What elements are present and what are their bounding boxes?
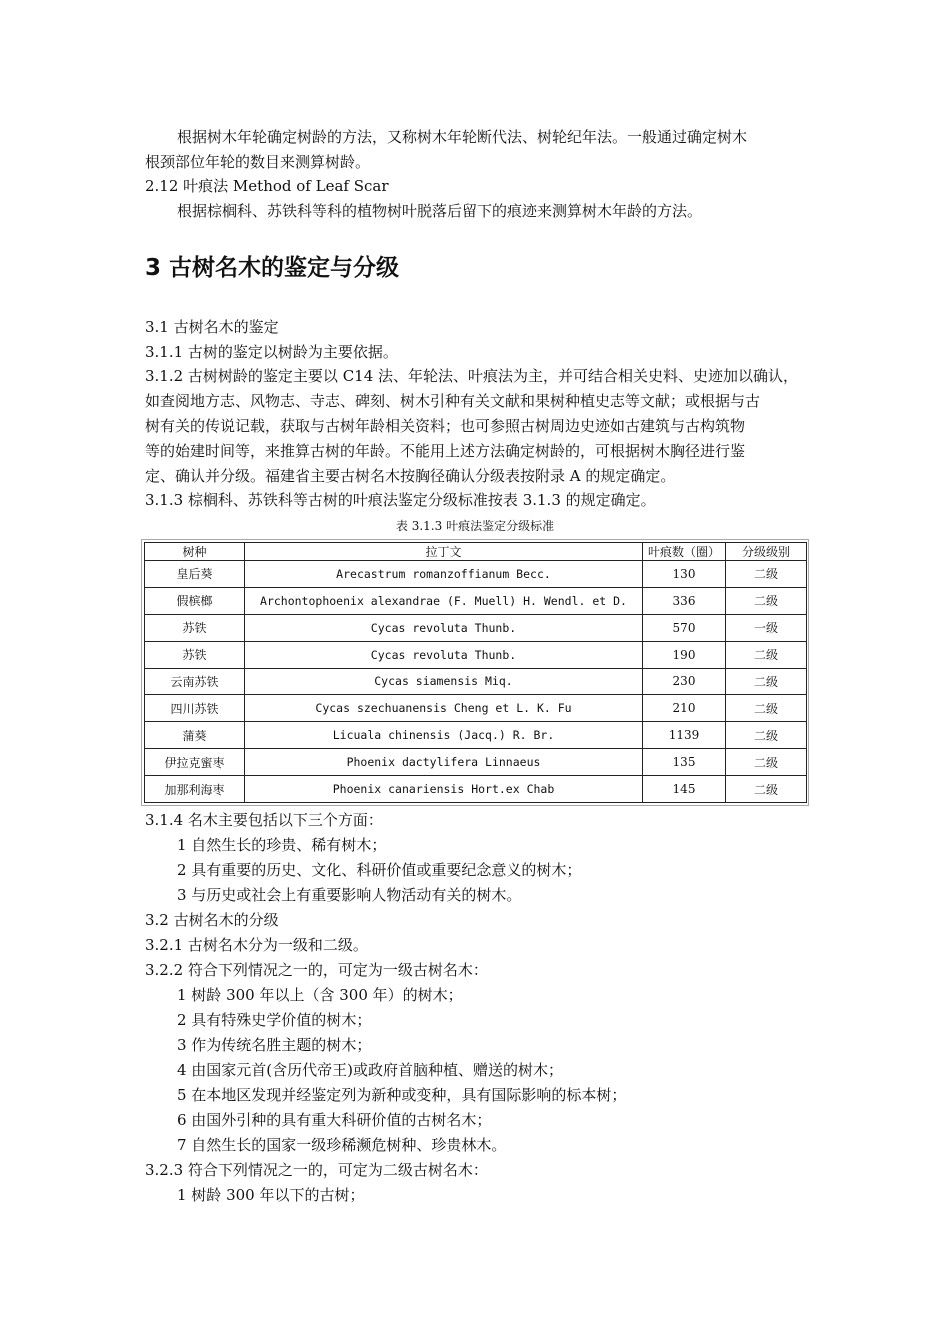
cell-leaf-scar-count: 130	[643, 561, 726, 588]
cell-latin-name: Cycas szechuanensis Cheng et L. K. Fu	[245, 695, 643, 722]
section-3-1-2-line-2: 如查阅地方志、风物志、寺志、碑刻、树木引种有关文献和果树种植史志等文献；或根据与古	[145, 392, 761, 410]
cell-latin-name: Arecastrum romanzoffianum Becc.	[245, 561, 643, 588]
intro-paragraph-line-2: 根颈部位年轮的数目来测算树龄。	[145, 153, 371, 171]
section-3-2-heading: 3.2 古树名木的分级	[145, 911, 279, 929]
section-3-2-2-item-5: 5 在本地区发现并经鉴定列为新种或变种，具有国际影响的标本树；	[177, 1086, 627, 1104]
section-3-1-2-line-3: 树有关的传说记载，获取与古树年龄相关资料；也可参照古树周边史迹如古建筑与古构筑物	[145, 417, 746, 435]
leaf-scar-table	[141, 539, 809, 806]
section-2-12-body: 根据棕榈科、苏铁科等科的植物树叶脱落后留下的痕迹来测算树木年龄的方法。	[177, 202, 703, 220]
section-3-2-2-item-2: 2 具有特殊史学价值的树木；	[177, 1011, 372, 1029]
table-header-row	[145, 543, 807, 561]
section-3-1-1: 3.1.1 古树的鉴定以树龄为主要依据。	[145, 343, 398, 361]
cell-grade: 二级	[726, 722, 807, 749]
cell-leaf-scar-count: 570	[643, 614, 726, 641]
section-3-1-2-line-4: 等的始建时间等，来推算古树的年龄。不能用上述方法确定树龄的，可根据树木胸径进行鉴	[145, 442, 746, 460]
table-row	[145, 749, 807, 776]
table-row	[145, 776, 807, 803]
cell-grade: 一级	[726, 614, 807, 641]
table-row	[145, 561, 807, 588]
section-3-1-4-item-3: 3 与历史或社会上有重要影响人物活动有关的树木。	[177, 886, 522, 904]
cell-species: 苏铁	[145, 614, 245, 641]
cell-leaf-scar-count: 230	[643, 668, 726, 695]
section-3-2-2-item-7: 7 自然生长的国家一级珍稀濒危树种、珍贵林木。	[177, 1136, 507, 1154]
cell-grade: 二级	[726, 776, 807, 803]
cell-grade: 二级	[726, 561, 807, 588]
section-3-1-4-item-2: 2 具有重要的历史、文化、科研价值或重要纪念意义的树木；	[177, 861, 582, 879]
table-row	[145, 668, 807, 695]
cell-latin-name: Phoenix canariensis Hort.ex Chab	[245, 776, 643, 803]
section-3-1-3: 3.1.3 棕榈科、苏铁科等古树的叶痕法鉴定分级标准按表 3.1.3 的规定确定。	[145, 491, 656, 509]
cell-grade: 二级	[726, 695, 807, 722]
section-3-1-4-heading: 3.1.4 名木主要包括以下三个方面：	[145, 811, 383, 829]
table-row	[145, 587, 807, 614]
cell-latin-name: Cycas revoluta Thunb.	[245, 614, 643, 641]
section-3-2-2-item-4: 4 由国家元首(含历代帝王)或政府首脑种植、赠送的树木；	[177, 1061, 564, 1079]
cell-species: 云南苏铁	[145, 668, 245, 695]
cell-species: 假槟榔	[145, 587, 245, 614]
section-3-2-1: 3.2.1 古树名木分为一级和二级。	[145, 936, 368, 954]
table-caption: 表 3.1.3 叶痕法鉴定分级标准	[395, 519, 555, 533]
cell-latin-name: Cycas revoluta Thunb.	[245, 641, 643, 668]
section-2-12-heading: 2.12 叶痕法 Method of Leaf Scar	[145, 177, 389, 195]
section-3-2-2-heading: 3.2.2 符合下列情况之一的，可定为一级古树名木：	[145, 961, 488, 979]
cell-leaf-scar-count: 1139	[643, 722, 726, 749]
cell-grade: 二级	[726, 749, 807, 776]
table-row	[145, 695, 807, 722]
table-row	[145, 641, 807, 668]
header-leaf-scar-count: 叶痕数（圈）	[643, 543, 726, 561]
section-3-2-2-item-3: 3 作为传统名胜主题的树木；	[177, 1036, 372, 1054]
cell-grade: 二级	[726, 668, 807, 695]
cell-species: 皇后葵	[145, 561, 245, 588]
section-3-1-heading: 3.1 古树名木的鉴定	[145, 318, 279, 336]
table-row	[145, 722, 807, 749]
chapter-title: 3 古树名木的鉴定与分级	[145, 255, 400, 281]
cell-species: 苏铁	[145, 641, 245, 668]
header-latin-name: 拉丁文	[245, 543, 643, 561]
section-3-2-2-item-6: 6 由国外引种的具有重大科研价值的古树名木；	[177, 1111, 492, 1129]
cell-leaf-scar-count: 190	[643, 641, 726, 668]
cell-leaf-scar-count: 145	[643, 776, 726, 803]
section-3-1-2-line-5: 定、确认并分级。福建省主要古树名木按胸径确认分级表按附录 A 的规定确定。	[145, 467, 676, 485]
cell-species: 加那利海枣	[145, 776, 245, 803]
cell-latin-name: Archontophoenix alexandrae (F. Muell) H. Wendl. et D.	[245, 587, 643, 614]
cell-grade: 二级	[726, 641, 807, 668]
cell-leaf-scar-count: 210	[643, 695, 726, 722]
cell-species: 蒲葵	[145, 722, 245, 749]
section-3-2-3-heading: 3.2.3 符合下列情况之一的，可定为二级古树名木：	[145, 1161, 488, 1179]
section-3-2-3-item-1: 1 树龄 300 年以下的古树；	[177, 1186, 365, 1204]
cell-latin-name: Phoenix dactylifera Linnaeus	[245, 749, 643, 776]
cell-leaf-scar-count: 336	[643, 587, 726, 614]
cell-leaf-scar-count: 135	[643, 749, 726, 776]
cell-grade: 二级	[726, 587, 807, 614]
cell-latin-name: Cycas siamensis Miq.	[245, 668, 643, 695]
table-row	[145, 614, 807, 641]
section-3-1-4-item-1: 1 自然生长的珍贵、稀有树木；	[177, 836, 387, 854]
intro-paragraph-line-1: 根据树木年轮确定树龄的方法，又称树木年轮断代法、树轮纪年法。一般通过确定树木	[177, 128, 748, 146]
cell-species: 四川苏铁	[145, 695, 245, 722]
section-3-2-2-item-1: 1 树龄 300 年以上（含 300 年）的树木；	[177, 986, 463, 1004]
cell-latin-name: Licuala chinensis (Jacq.) R. Br.	[245, 722, 643, 749]
header-species: 树种	[145, 543, 245, 561]
header-grade: 分级级别	[726, 543, 807, 561]
section-3-1-2-line-1: 3.1.2 古树树龄的鉴定主要以 C14 法、年轮法、叶痕法为主，并可结合相关史料、史迹加以确认，	[145, 367, 799, 385]
cell-species: 伊拉克蜜枣	[145, 749, 245, 776]
